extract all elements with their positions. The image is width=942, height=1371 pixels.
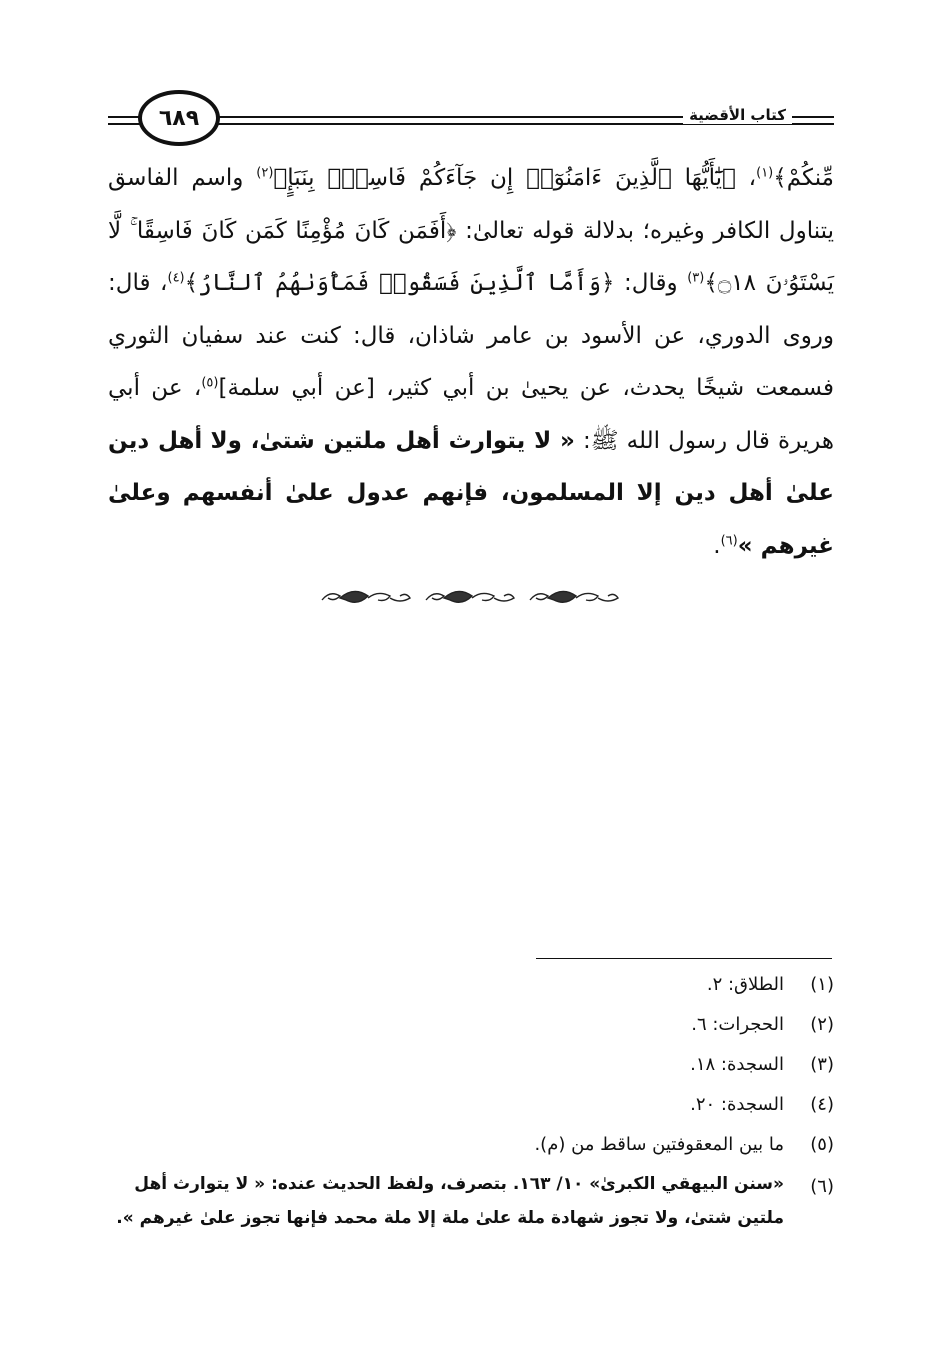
- text-run: الدوري، عن الأسود بن عامر شاذان، قال: كنت عند سفيان الثوري: [108, 322, 771, 349]
- header-rule-left-bottom: [108, 123, 142, 125]
- footnote-text: ما بين المعقوفتين ساقط من (م).: [534, 1134, 784, 1155]
- footnote: [108, 965, 834, 1005]
- text-run: عن أبي هريرة قال رسول الله ﷺ:: [108, 375, 834, 454]
- quran-verse: يَسْتَوُۥنَ ۝١٨﴾: [704, 270, 834, 296]
- ornament-unit: [322, 591, 410, 602]
- footnote-ref: (٦): [720, 532, 738, 548]
- quran-verse: ، ﴿يَٰٓأَيُّهَا ٱلَّذِينَ ءَامَنُوٓا۟ إِن جَآءَكُمْ فَاسِقٌۢ بِنَبَإٍ﴾: [273, 165, 757, 191]
- quran-verse-end: مِّنكُمْ﴾: [773, 165, 834, 191]
- footnote: [108, 1005, 834, 1045]
- text-run: ،: [193, 375, 202, 401]
- text-run: ، قال: وروى: [108, 270, 835, 349]
- footnote-number: (٥): [810, 1134, 834, 1155]
- footnote-text: السجدة: ٢٠.: [690, 1094, 784, 1115]
- hadith-text: أهل دين علىٰ أهل دين إلا المسلمون، فإنهم عدول علىٰ أنفسهم: [108, 427, 835, 506]
- page-number: ٦٨٩: [138, 90, 220, 146]
- footnote: [108, 1085, 834, 1125]
- ornament-unit: [530, 591, 618, 602]
- footnote-text: السجدة: ١٨.: [690, 1054, 784, 1075]
- header-rule-left-top: [108, 116, 142, 118]
- footnote-number: (٦): [810, 1176, 834, 1197]
- footnote-separator: [536, 958, 832, 959]
- ornament-unit: [426, 591, 514, 602]
- footnote: [108, 1125, 834, 1165]
- quran-verse: ﴿وَأَمَّا ٱلَّذِينَ فَسَقُوا۟ فَمَأْوَىٰهُمُ ٱلنَّارُ﴾: [184, 270, 615, 296]
- footnote-ref: (٤): [167, 270, 185, 286]
- footnotes: [108, 965, 834, 1235]
- text-run: .: [713, 532, 721, 559]
- ornament-divider: [318, 580, 628, 616]
- footnote-number: (١): [810, 974, 834, 995]
- footnote-number: (٤): [810, 1094, 834, 1115]
- running-title: كتاب الأقضية: [683, 106, 792, 124]
- text-run: فسمعت شيخًا يحدث، عن يحيىٰ بن أبي كثير، [عن أبي سلمة]: [218, 375, 834, 401]
- footnote-text: «سنن البيهقي الكبرىٰ» ١٠/ ١٦٣. بتصرف، ولفظ الحديث عنده: « لا يتوارث أهل ملتين شتىٰ، ولا تجوز شهادة ملة علىٰ ملة إلا ملة محمد فإنها تجوز علىٰ غيرهم ».: [116, 1174, 784, 1228]
- footnote: [108, 1167, 834, 1235]
- main-text: [108, 152, 834, 572]
- footnote-number: (٢): [810, 1014, 834, 1035]
- footnote-text: الحجرات: ٦.: [691, 1014, 784, 1035]
- footnote-number: (٣): [810, 1054, 834, 1075]
- footnote-ref: (١): [756, 165, 774, 181]
- quran-verse: ﴿أَفَمَن كَانَ مُؤْمِنًا كَمَن كَانَ فَاسِقًا ۚ لَّا: [108, 217, 457, 244]
- hadith-text: « لا يتوارث أهل ملتين شتىٰ، ولا: [210, 427, 575, 454]
- footnote-text: الطلاق: ٢.: [706, 974, 784, 995]
- hadith-text: وعلىٰ غيرهم »: [108, 480, 834, 559]
- footnote-ref: (٥): [201, 375, 219, 391]
- footnote: [108, 1045, 834, 1085]
- text-run: وقال:: [614, 270, 688, 296]
- text-run: واسم الفاسق يتناول: [108, 165, 835, 244]
- text-run: الكافر وغيره؛ بدلالة قوله تعالىٰ:: [456, 217, 771, 244]
- footnote-ref: (٣): [687, 270, 705, 286]
- page-header: [108, 92, 834, 152]
- footnote-ref: (٢): [256, 165, 274, 181]
